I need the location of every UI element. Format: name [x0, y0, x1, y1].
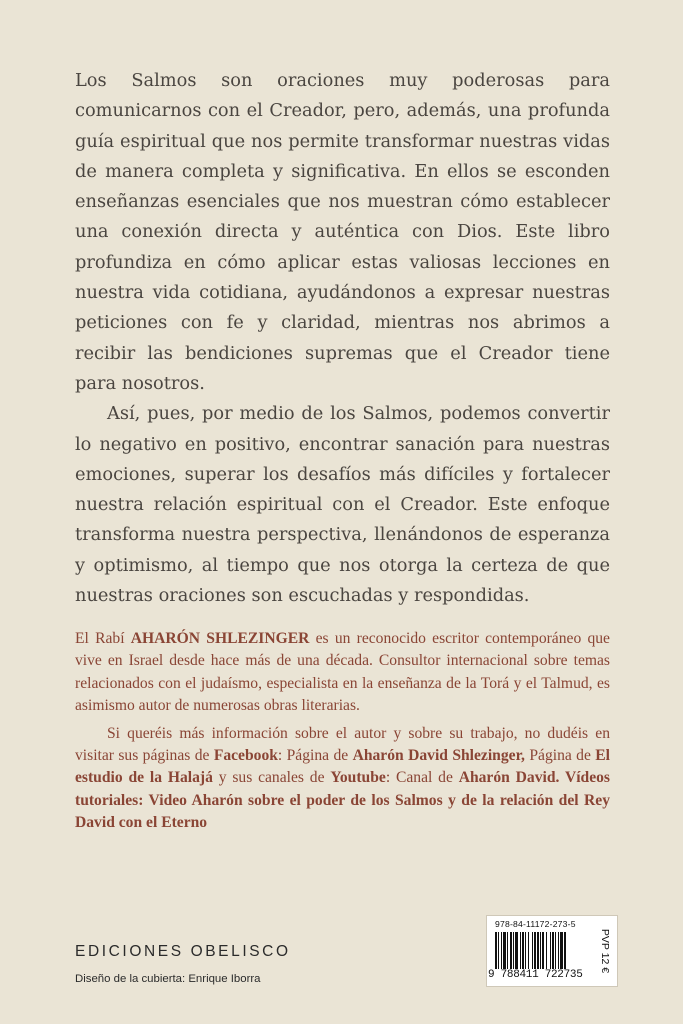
info-text-2: : Página de: [277, 747, 353, 765]
barcode-box: [486, 915, 618, 987]
barcode-bar: [560, 932, 563, 969]
barcode-bar: [503, 932, 506, 969]
isbn-top: 978-84-11172-273-5: [495, 919, 576, 929]
youtube-label: Youtube: [330, 769, 386, 787]
barcode-bar: [520, 932, 521, 969]
author-intro: El Rabí: [75, 630, 131, 647]
barcode-bar: [510, 932, 512, 969]
author-name: AHARÓN SHLEZINGER: [130, 630, 310, 647]
barcode-bar: [515, 932, 518, 969]
barcode-bar: [532, 932, 533, 969]
barcode-bar: [550, 932, 551, 969]
barcode-bar: [546, 932, 547, 969]
price-text: PVP 12 €: [599, 928, 611, 974]
facebook-label: Facebook: [213, 747, 278, 765]
barcode-bar: [522, 932, 524, 969]
barcode-bar: [537, 932, 539, 969]
synopsis-paragraph-2: Así, pues, por medio de los Salmos, podemos convertir lo negativo en positivo, encontrar sanación para nuestras emociones, superar los desafíos más difíciles y fortalecer nuestra relación espiritual con el Creador. Este enfoque transforma nuestra perspectiva, llenándonos de esperanza y optimismo, al tiempo que nos otorga la certeza de que nuestras oraciones son escuchadas y respondidas.: [75, 403, 610, 607]
info-text-5: : Canal de: [385, 769, 459, 787]
author-bio-text: es un reconocido escritor contemporáneo que vive en Israel desde hace más de una década. Consultor internacional sobre temas relacionados con el judaísmo, especialista en la enseñanza de la Torá y el Talmud, es asimismo autor de numerosas obras literarias.: [75, 630, 610, 715]
facebook-page-name: Aharón David Shlezinger,: [352, 747, 525, 765]
info-text-1: Si queréis más información sobre el autor y sobre su trabajo, no dudéis en visitar sus páginas de: [75, 724, 610, 765]
author-info-paragraph: [75, 723, 610, 835]
barcode-bar: [525, 932, 526, 969]
barcode-bar: [558, 932, 559, 969]
barcode-bar: [542, 932, 544, 969]
synopsis: [75, 66, 610, 611]
barcode-bar: [555, 932, 556, 969]
info-text-3: Página de: [524, 747, 596, 765]
barcode-bars: [495, 932, 595, 969]
barcode-bar: [498, 932, 499, 969]
barcode-bar: [495, 932, 497, 969]
price-tag: [597, 920, 613, 982]
barcode-bar: [501, 932, 502, 969]
youtube-channel-name: Aharón David. Vídeos tutoriales: Video Aharón sobre el poder de los Salmos y de la relación del Rey David con el Eterno: [75, 769, 610, 832]
barcode-bar: [564, 932, 566, 969]
barcode-bar: [513, 932, 514, 969]
publisher-name: EDICIONES OBELISCO: [75, 943, 291, 960]
cover-credit: Diseño de la cubierta: Enrique Iborra: [75, 973, 261, 985]
barcode-bar: [507, 932, 508, 969]
barcode-bar: [528, 932, 529, 969]
author-bio: [75, 628, 610, 835]
halaja-page-name: El estudio de la Halajá: [75, 747, 611, 787]
info-text-4: y sus canales de: [212, 769, 331, 787]
barcode-bar: [540, 932, 541, 969]
synopsis-paragraph-1: Los Salmos son oraciones muy poderosas para comunicarnos con el Creador, pero, además, una profunda guía espiritual que nos permite transformar nuestras vidas de manera completa y significativa. En ellos se esconden enseñanzas esenciales que nos muestran cómo establecer una conexión directa y auténtica con Dios. Este libro profundiza en cómo aplicar estas valiosas lecciones en nuestra vida cotidiana, ayudándonos a expresar nuestras peticiones con fe y claridad, mientras nos abrimos a recibir las bendiciones supremas que el Creador tiene para nosotros.: [75, 70, 610, 394]
barcode-bar: [552, 932, 554, 969]
isbn-bottom: 9 788411 722735: [488, 969, 583, 981]
author-bio-paragraph: [75, 628, 610, 718]
barcode-bar: [534, 932, 536, 969]
